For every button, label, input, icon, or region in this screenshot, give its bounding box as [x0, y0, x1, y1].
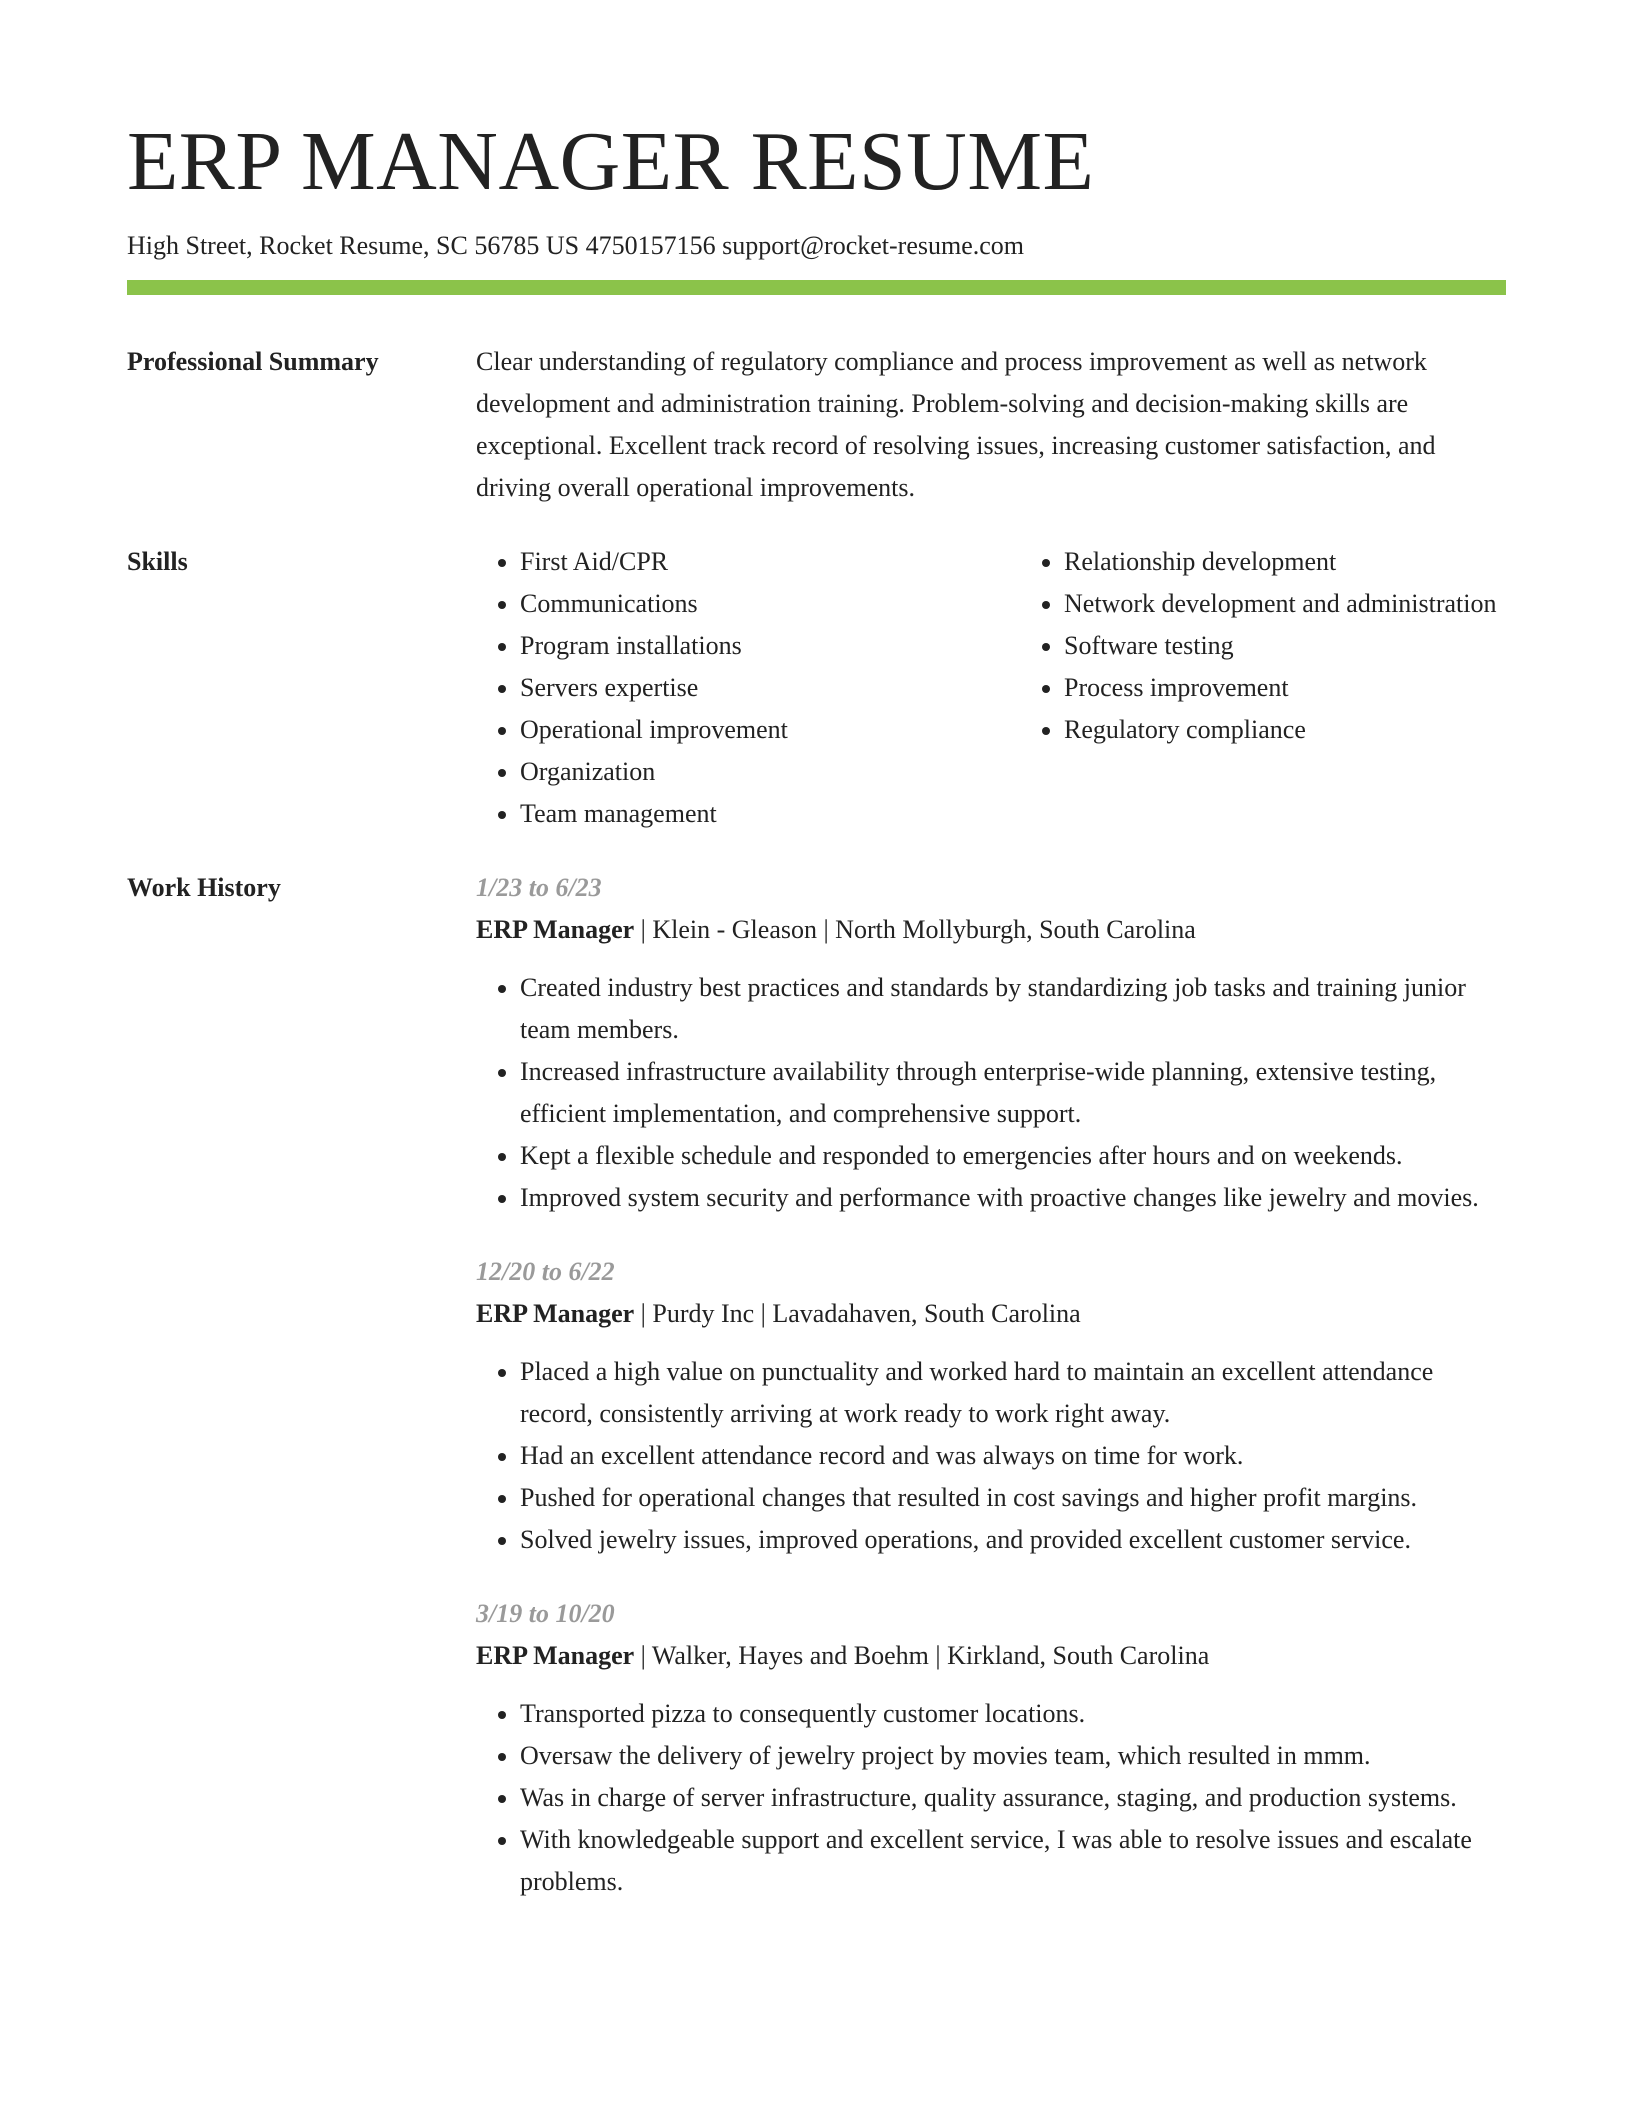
skill-item: • Network development and administration: [1064, 583, 1506, 625]
job-bullet: • Was in charge of server infrastructure, quality assurance, staging, and production systems.: [520, 1777, 1506, 1819]
resume-title: ERP MANAGER RESUME: [127, 115, 1095, 208]
skill-item: • Team management: [520, 793, 1020, 835]
job-entry: [476, 1251, 1506, 1561]
job-dates: 3/19 to 10/20: [476, 1599, 615, 1629]
skill-item: • Software testing: [1064, 625, 1506, 667]
skills-section: [127, 541, 1506, 835]
job-bullet: • Placed a high value on punctuality and worked hard to maintain an excellent attendance record, consistently arriving at work ready to work right away.: [520, 1351, 1506, 1435]
job-bullet: • Created industry best practices and standards by standardizing job tasks and training junior team members.: [520, 967, 1506, 1051]
summary-section: [127, 341, 1506, 509]
work-history-entries: [476, 867, 1506, 1935]
job-heading: [476, 1635, 1506, 1677]
skills-label: Skills: [127, 547, 188, 577]
job-bullet: • Solved jewelry issues, improved operations, and provided excellent customer service.: [520, 1519, 1506, 1561]
skill-item: • Communications: [520, 583, 1020, 625]
skill-item: • First Aid/CPR: [520, 541, 1020, 583]
skill-item: • Process improvement: [1064, 667, 1506, 709]
job-entry: [476, 867, 1506, 1219]
job-heading: [476, 1293, 1506, 1335]
job-bullet: • Improved system security and performance with proactive changes like jewelry and movies.: [520, 1177, 1506, 1219]
job-details: | Walker, Hayes and Boehm | Kirkland, South Carolina: [634, 1641, 1210, 1671]
summary-text: Clear understanding of regulatory compliance and process improvement as well as network development and administration training. Problem-solving and decision-making skills are exceptional. Excellent track record of resolving issues, increasing customer satisfaction, and driving overall operational improvements.: [476, 347, 1436, 503]
job-bullet: • With knowledgeable support and excellent service, I was able to resolve issues and escalate problems.: [520, 1819, 1506, 1903]
skill-item: • Relationship development: [1064, 541, 1506, 583]
job-bullet: • Pushed for operational changes that resulted in cost savings and higher profit margins.: [520, 1477, 1506, 1519]
work-history-label: Work History: [127, 873, 281, 903]
job-bullet: • Kept a flexible schedule and responded to emergencies after hours and on weekends.: [520, 1135, 1506, 1177]
job-entry: [476, 1593, 1506, 1903]
job-bullet: • Had an excellent attendance record and was always on time for work.: [520, 1435, 1506, 1477]
accent-divider: [127, 280, 1506, 295]
job-bullets: [476, 1351, 1506, 1561]
job-details: | Klein - Gleason | North Mollyburgh, South Carolina: [634, 915, 1196, 945]
job-dates: 12/20 to 6/22: [476, 1257, 615, 1287]
skill-item: • Regulatory compliance: [1064, 709, 1506, 751]
job-bullet: • Increased infrastructure availability through enterprise-wide planning, extensive testing, efficient implementation, and comprehensive support.: [520, 1051, 1506, 1135]
job-title: ERP Manager: [476, 1299, 635, 1329]
job-title: ERP Manager: [476, 915, 635, 945]
skill-item: • Operational improvement: [520, 709, 1020, 751]
job-title: ERP Manager: [476, 1641, 635, 1671]
skills-list-right: [1020, 541, 1506, 835]
skill-item: • Program installations: [520, 625, 1020, 667]
summary-label: Professional Summary: [127, 347, 379, 377]
job-dates: 1/23 to 6/23: [476, 873, 602, 903]
skills-list-left: [476, 541, 1020, 835]
work-history-section: [127, 867, 1506, 1935]
job-heading: [476, 909, 1506, 951]
job-bullet: • Oversaw the delivery of jewelry project by movies team, which resulted in mmm.: [520, 1735, 1506, 1777]
skills-columns: [476, 541, 1506, 835]
skill-item: • Organization: [520, 751, 1020, 793]
skill-item: • Servers expertise: [520, 667, 1020, 709]
job-bullets: [476, 967, 1506, 1219]
job-details: | Purdy Inc | Lavadahaven, South Carolina: [634, 1299, 1081, 1329]
contact-line: High Street, Rocket Resume, SC 56785 US 4750157156 support@rocket-resume.com: [127, 231, 1024, 260]
job-bullet: • Transported pizza to consequently customer locations.: [520, 1693, 1506, 1735]
job-bullets: [476, 1693, 1506, 1903]
